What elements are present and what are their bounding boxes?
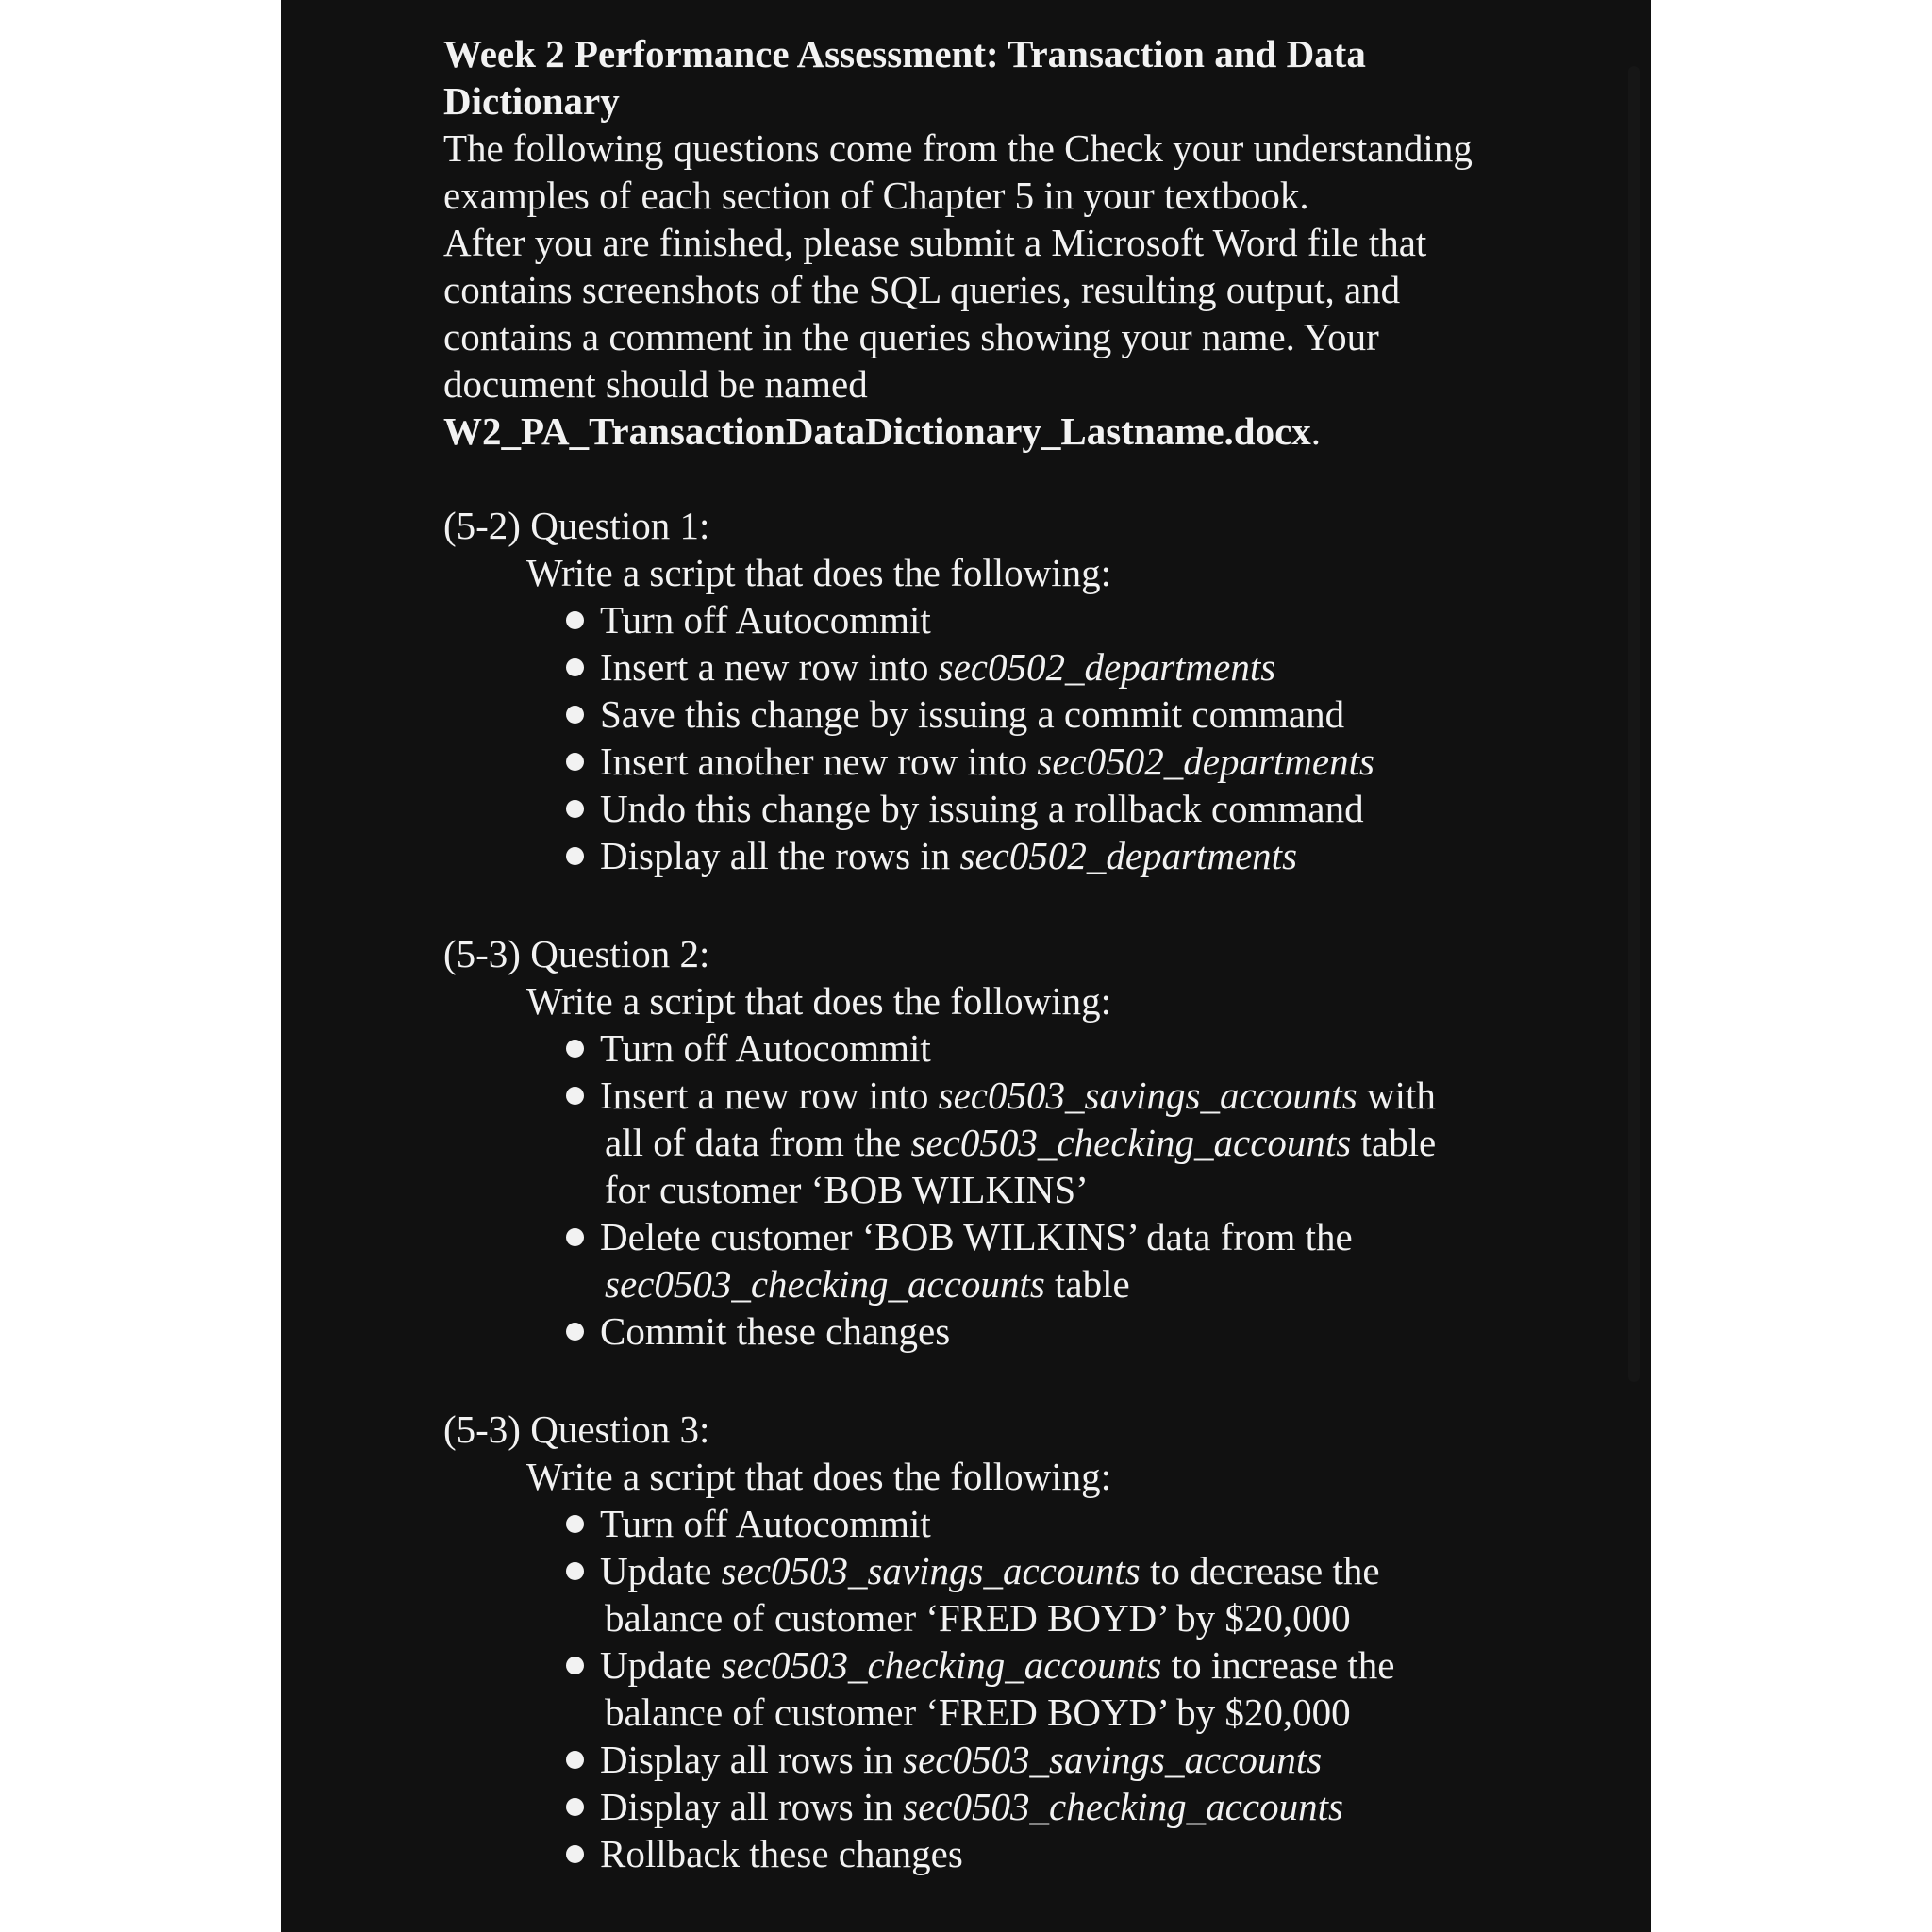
table-name: sec0502_departments xyxy=(938,645,1276,689)
bullet-icon xyxy=(566,753,584,771)
question-heading: (5-3) Question 2: xyxy=(443,932,710,975)
table-name: sec0503_checking_accounts xyxy=(910,1121,1352,1164)
question-2 xyxy=(443,930,1509,1355)
list-item: Turn off Autocommit xyxy=(443,1500,1509,1547)
list-item: Save this change by issuing a commit command xyxy=(443,691,1509,738)
bullet-icon xyxy=(566,658,584,676)
bullet-icon xyxy=(566,1798,584,1816)
bullet-icon xyxy=(566,1562,584,1580)
bullet-icon xyxy=(566,847,584,865)
bullet-icon xyxy=(566,1228,584,1246)
list-item: Display all rows in sec0503_savings_accounts xyxy=(443,1736,1509,1783)
question-heading: (5-3) Question 3: xyxy=(443,1407,710,1451)
list-item: Commit these changes xyxy=(443,1307,1509,1355)
task-list xyxy=(443,1500,1509,1877)
instructions-paragraph xyxy=(443,219,1509,455)
table-name: sec0503_savings_accounts xyxy=(903,1738,1323,1781)
question-intro: Write a script that does the following: xyxy=(526,1455,1112,1498)
table-name: sec0503_checking_accounts xyxy=(903,1785,1343,1828)
document-page xyxy=(281,0,1651,1932)
bullet-icon xyxy=(566,1087,584,1105)
table-name: sec0502_departments xyxy=(959,834,1298,877)
bullet-icon xyxy=(566,611,584,629)
list-item: Turn off Autocommit xyxy=(443,596,1509,643)
table-name: sec0503_checking_accounts xyxy=(605,1262,1045,1306)
submission-filename: W2_PA_TransactionDataDictionary_Lastname.docx xyxy=(443,409,1311,453)
question-intro: Write a script that does the following: xyxy=(526,551,1112,594)
table-name: sec0503_savings_accounts xyxy=(938,1074,1357,1117)
list-item: Update sec0503_savings_accounts to decrease the balance of customer ‘FRED BOYD’ by $20,000 xyxy=(443,1547,1509,1641)
document-content xyxy=(443,30,1509,1877)
list-item: Undo this change by issuing a rollback command xyxy=(443,785,1509,832)
scrollbar[interactable] xyxy=(1628,66,1640,1382)
bullet-icon xyxy=(566,1515,584,1533)
list-item: Insert a new row into sec0502_departments xyxy=(443,643,1509,691)
question-1 xyxy=(443,502,1509,879)
bullet-icon xyxy=(566,1751,584,1769)
intro-paragraph: The following questions come from the Check your understanding examples of each section of Chapter 5 in your textbook. xyxy=(443,126,1473,217)
instructions-text: After you are finished, please submit a Microsoft Word file that contains screenshots of the SQL queries, resulting output, and contains a comment in the queries showing your name. Your document should be named xyxy=(443,221,1427,406)
bullet-icon xyxy=(566,1323,584,1341)
document-title: Week 2 Performance Assessment: Transaction and Data Dictionary xyxy=(443,32,1366,123)
table-name: sec0502_departments xyxy=(1037,740,1374,783)
list-item: Delete customer ‘BOB WILKINS’ data from the sec0503_checking_accounts table xyxy=(443,1213,1509,1307)
question-heading: (5-2) Question 1: xyxy=(443,504,710,547)
filename-period: . xyxy=(1310,409,1322,453)
bullet-icon xyxy=(566,706,584,724)
bullet-icon xyxy=(566,800,584,818)
list-item: Rollback these changes xyxy=(443,1830,1509,1877)
list-item: Insert a new row into sec0503_savings_accounts with all of data from the sec0503_checking_accounts table for customer ‘BOB WILKINS’ xyxy=(443,1072,1509,1213)
list-item: Update sec0503_checking_accounts to increase the balance of customer ‘FRED BOYD’ by $20,000 xyxy=(443,1641,1509,1736)
question-3 xyxy=(443,1406,1509,1877)
bullet-icon xyxy=(566,1040,584,1058)
table-name: sec0503_savings_accounts xyxy=(721,1549,1141,1592)
task-list xyxy=(443,596,1509,879)
list-item: Display all rows in sec0503_checking_accounts xyxy=(443,1783,1509,1830)
list-item: Insert another new row into sec0502_departments xyxy=(443,738,1509,785)
question-intro: Write a script that does the following: xyxy=(526,979,1112,1023)
bullet-icon xyxy=(566,1657,584,1674)
table-name: sec0503_checking_accounts xyxy=(721,1643,1162,1687)
bullet-icon xyxy=(566,1845,584,1863)
task-list xyxy=(443,1024,1509,1355)
list-item: Display all the rows in sec0502_departments xyxy=(443,832,1509,879)
list-item: Turn off Autocommit xyxy=(443,1024,1509,1072)
